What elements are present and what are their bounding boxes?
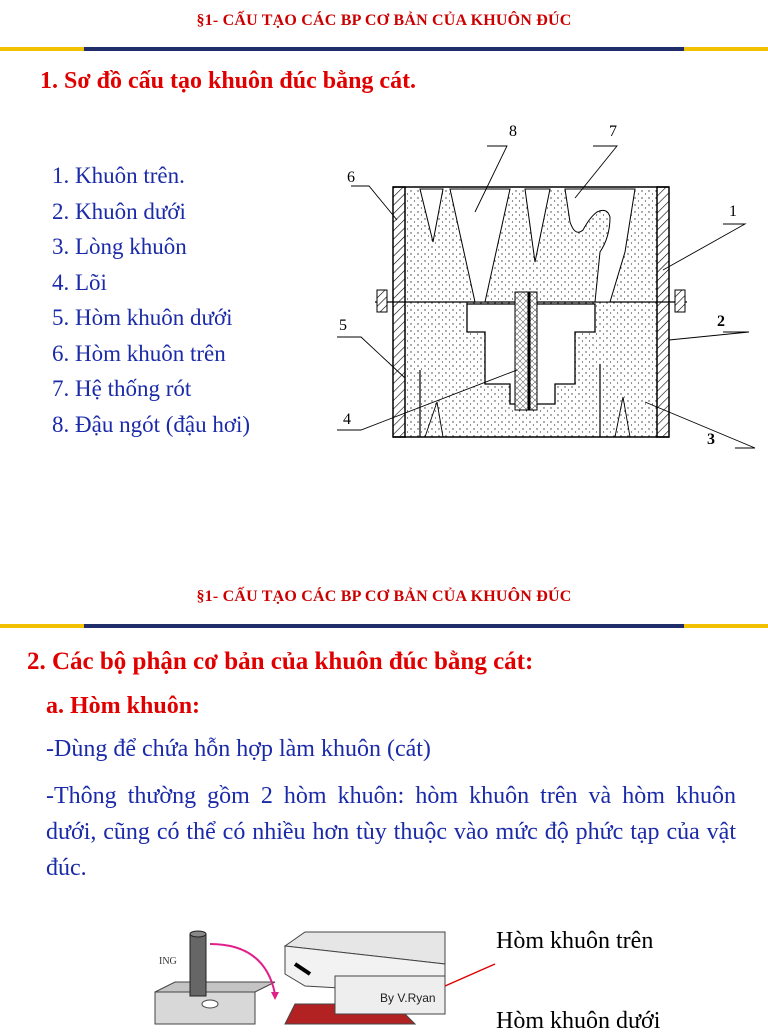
label-lower-flask: Hòm khuôn dưới: [496, 1008, 661, 1034]
legend-item: 6. Hòm khuôn trên: [52, 340, 226, 366]
slide-header: §1- CẤU TẠO CÁC BP CƠ BẢN CỦA KHUÔN ĐÚC: [196, 12, 572, 29]
flask-wall-right: [657, 187, 669, 437]
pin-right: [675, 290, 685, 312]
legend-item: 7. Hệ thống rót: [52, 376, 192, 401]
legend-item: 4. Lõi: [52, 269, 107, 295]
header-rule-accent: [84, 624, 684, 628]
pin-left: [377, 290, 387, 312]
header-rule-accent: [84, 47, 684, 51]
callout-2: 2: [717, 313, 725, 330]
callout-8: 8: [509, 123, 517, 140]
slide-1: [0, 0, 768, 512]
bullet-text: -Dùng để chứa hỗn hợp làm khuôn (cát): [46, 736, 431, 762]
callout-1: 1: [729, 203, 737, 220]
flask-wall-left: [393, 187, 405, 437]
legend-item: 5. Hòm khuôn dưới: [52, 305, 233, 330]
label-upper-flask: Hòm khuôn trên: [496, 928, 654, 954]
bullet-text: -Thông thường gồm 2 hòm khuôn: hòm khuôn trên và hòm khuôn dưới, cũng có thể có nhiều hơn tùy thuộc vào mức độ phức tạp của vật đúc.: [46, 783, 736, 881]
callout-4: 4: [343, 411, 351, 428]
core: [515, 292, 537, 410]
flask-photo: [155, 924, 455, 1024]
section-title: 2. Các bộ phận cơ bản của khuôn đúc bằng cát:: [27, 648, 534, 675]
sand-mold-diagram: [325, 112, 755, 462]
legend-item: 8. Đậu ngót (đậu hơi): [52, 411, 251, 437]
slide-title: 1. Sơ đồ cấu tạo khuôn đúc bằng cát.: [40, 68, 417, 94]
legend-item: 1. Khuôn trên.: [52, 163, 185, 188]
callout-6: 6: [347, 169, 355, 186]
legend-item: 2. Khuôn dưới: [52, 198, 186, 224]
parts-legend: [52, 158, 250, 442]
callout-7: 7: [609, 123, 617, 140]
photo-credit: By V.Ryan: [380, 991, 436, 1005]
slide-header: §1- CẤU TẠO CÁC BP CƠ BẢN CỦA KHUÔN ĐÚC: [196, 588, 572, 605]
sprue-tag: ING: [159, 956, 177, 967]
slide-2: [0, 512, 768, 1034]
callout-5: 5: [339, 317, 347, 334]
subsection-title: a. Hòm khuôn:: [46, 693, 201, 719]
legend-item: 3. Lòng khuôn: [52, 234, 187, 259]
callout-3: 3: [707, 431, 715, 448]
